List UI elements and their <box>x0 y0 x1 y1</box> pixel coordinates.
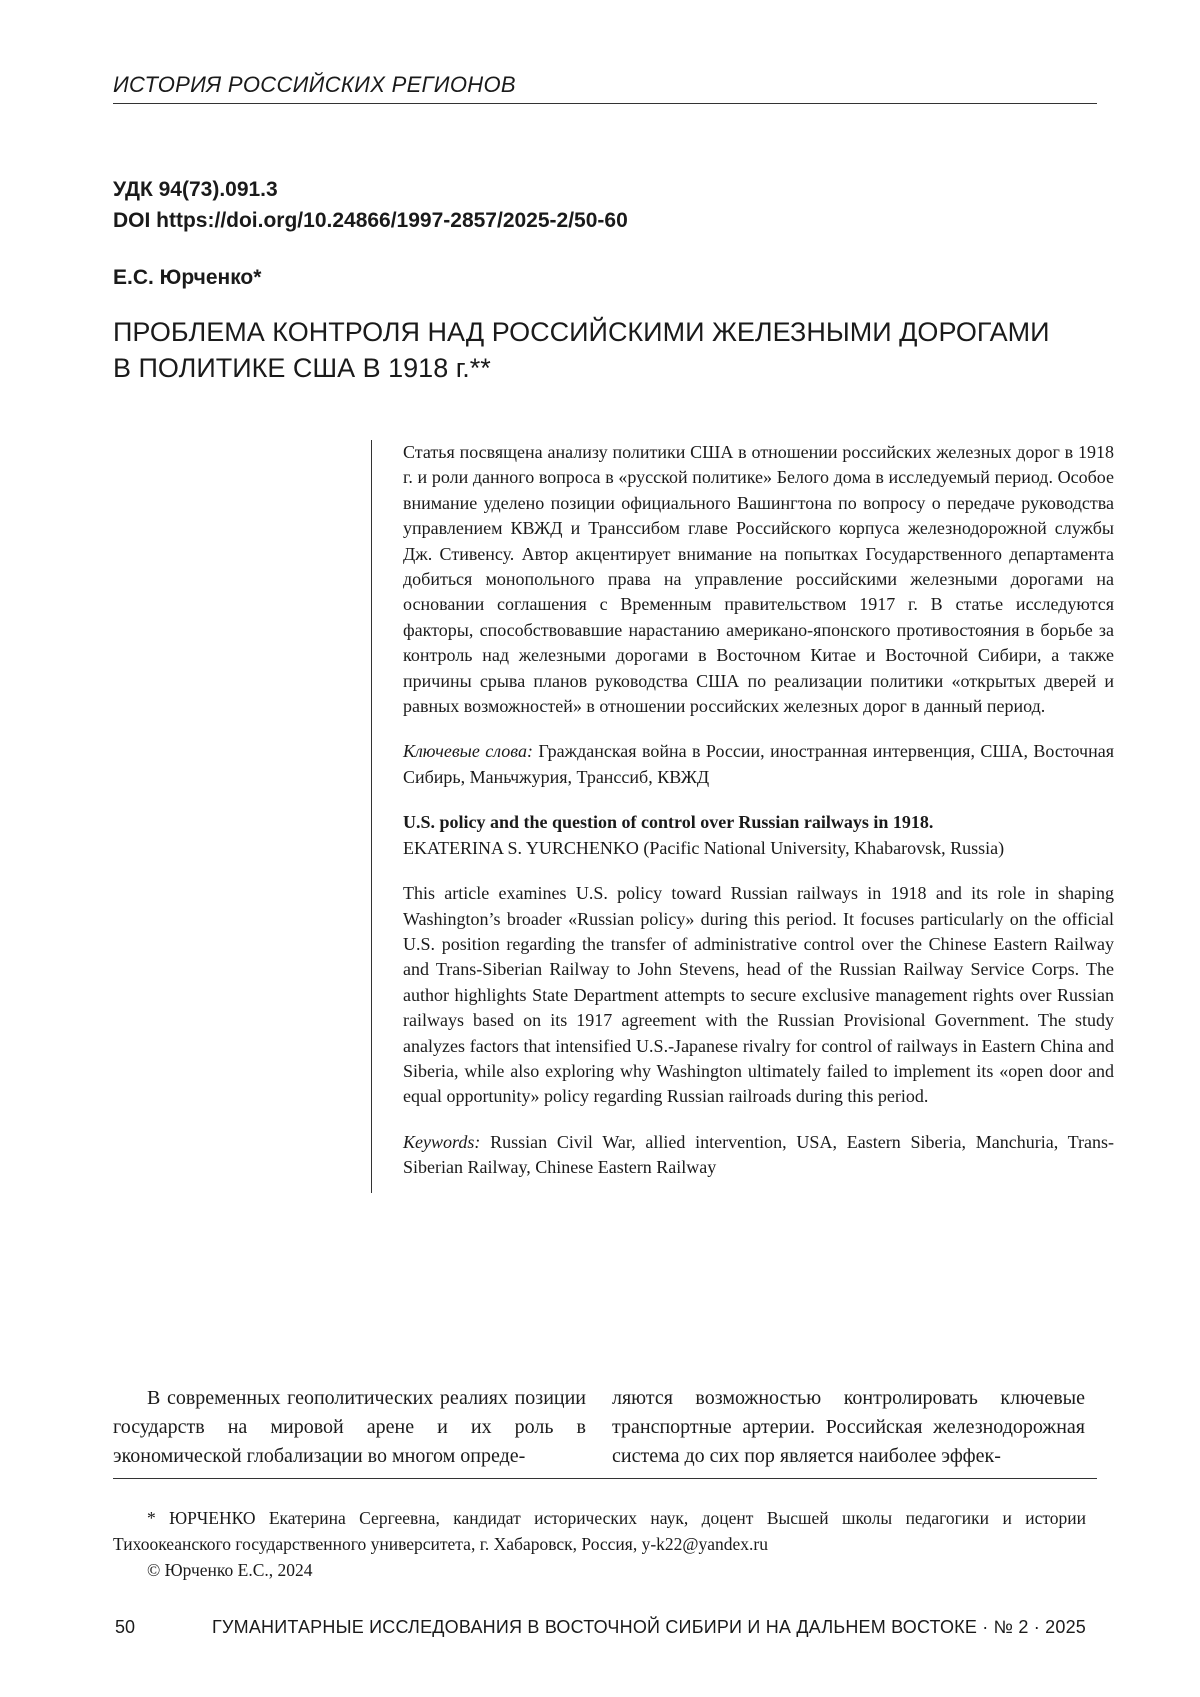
page-number: 50 <box>115 1617 136 1637</box>
doi-link[interactable]: DOI https://doi.org/10.24866/1997-2857/2025-2/50-60 <box>113 209 628 232</box>
footnote-text: * ЮРЧЕНКО Екатерина Сергеевна, кандидат исторических наук, доцент Высшей школы педагогики и истории Тихоокеанского государственного университета, г. Хабаровск, Россия, y-k22@yandex.ru <box>113 1508 1086 1554</box>
keywords-ru-list: Гражданская война в России, иностранная интервенция, США, Восточная Сибирь, Маньчжурия, Транссиб, КВЖД <box>403 741 1114 787</box>
article-title-line-2: В ПОЛИТИКЕ США В 1918 г.** <box>113 353 491 383</box>
abstract-en-title: U.S. policy and the question of control over Russian railways in 1918. <box>403 812 934 833</box>
footnote-author-info <box>113 1505 1086 1557</box>
keywords-en-label: Keywords: <box>403 1131 481 1152</box>
article-title <box>113 314 1093 386</box>
keywords-ru-label: Ключевые слова: <box>403 741 533 762</box>
udk-code: УДК 94(73).091.3 <box>113 178 278 201</box>
article-title-line-1: ПРОБЛЕМА КОНТРОЛЯ НАД РОССИЙСКИМИ ЖЕЛЕЗНЫМИ ДОРОГАМИ <box>113 317 1050 347</box>
running-head: ИСТОРИЯ РОССИЙСКИХ РЕГИОНОВ <box>113 72 516 97</box>
keywords-en <box>403 1130 1114 1181</box>
abstract-block <box>371 440 1114 1193</box>
body-column-left: В современных геополитических реалиях позиции государств на мировой арене и их роль в экономической глобализации во многом опреде- <box>113 1387 586 1467</box>
abstract-en-text: This article examines U.S. policy toward Russian railways in 1918 and its role in shaping Washington’s broader «Russian policy» during this period. It focuses particularly on the official U.S. position regarding the transfer of administrative control over the Chinese Eastern Railway and Trans-Siberian Railway to John Stevens, head of the Russian Railway Service Corps. The author highlights State Department attempts to secure exclusive management rights over Russian railways based on its 1917 agreement with the Russian Provisional Government. The study analyzes factors that intensified U.S.-Japanese rivalry for control of railways in Eastern China and Siberia, while also exploring why Washington ultimately failed to implement its «open door and equal opportunity» policy regarding Russian railroads during this period. <box>403 883 1114 1107</box>
header-divider <box>113 103 1097 104</box>
keywords-en-list: Russian Civil War, allied intervention, USA, Eastern Siberia, Manchuria, Trans-Siberian Railway, Chinese Eastern Railway <box>403 1131 1114 1178</box>
footnote-divider <box>113 1478 1097 1479</box>
copyright: © Юрченко Е.С., 2024 <box>147 1560 313 1580</box>
body-column-right: ляются возможностью контролировать ключевые транспортные артерии. Российская железнодорожная система до сих пор является наиболее эффек- <box>612 1387 1085 1467</box>
abstract-ru-text: Статья посвящена анализу политики США в отношении российских железных дорог в 1918 г. и роли данного вопроса в «русской политике» Белого дома в исследуемый период. Особое внимание уделено позиции официального Вашингтона по вопросу о передаче руководства управлением КВЖД и Транссибом главе Российского корпуса железнодорожной службы Дж. Стивенсу. Автор акцентирует внимание на попытках Государственного департамента добиться монопольного права на управление российскими железными дорогами на основании соглашения с Временным правительством 1917 г. В статье исследуются факторы, способствовавшие нарастанию американо-японского противостояния в борьбе за контроль над железными дорогами в Восточном Китае и Восточной Сибири, а также причины срыва планов руководства США по реализации политики «открытых дверей и равных возможностей» в отношении российских железных дорог в данный период. <box>403 442 1114 717</box>
journal-name: ГУМАНИТАРНЫЕ ИССЛЕДОВАНИЯ В ВОСТОЧНОЙ СИБИРИ И НА ДАЛЬНЕМ ВОСТОКЕ · № 2 · 2025 <box>212 1617 1086 1637</box>
abstract-en-author: EKATERINA S. YURCHENKO (Pacific National University, Khabarovsk, Russia) <box>403 837 1005 858</box>
keywords-ru <box>403 739 1114 790</box>
author-name: Е.С. Юрченко* <box>113 266 262 289</box>
